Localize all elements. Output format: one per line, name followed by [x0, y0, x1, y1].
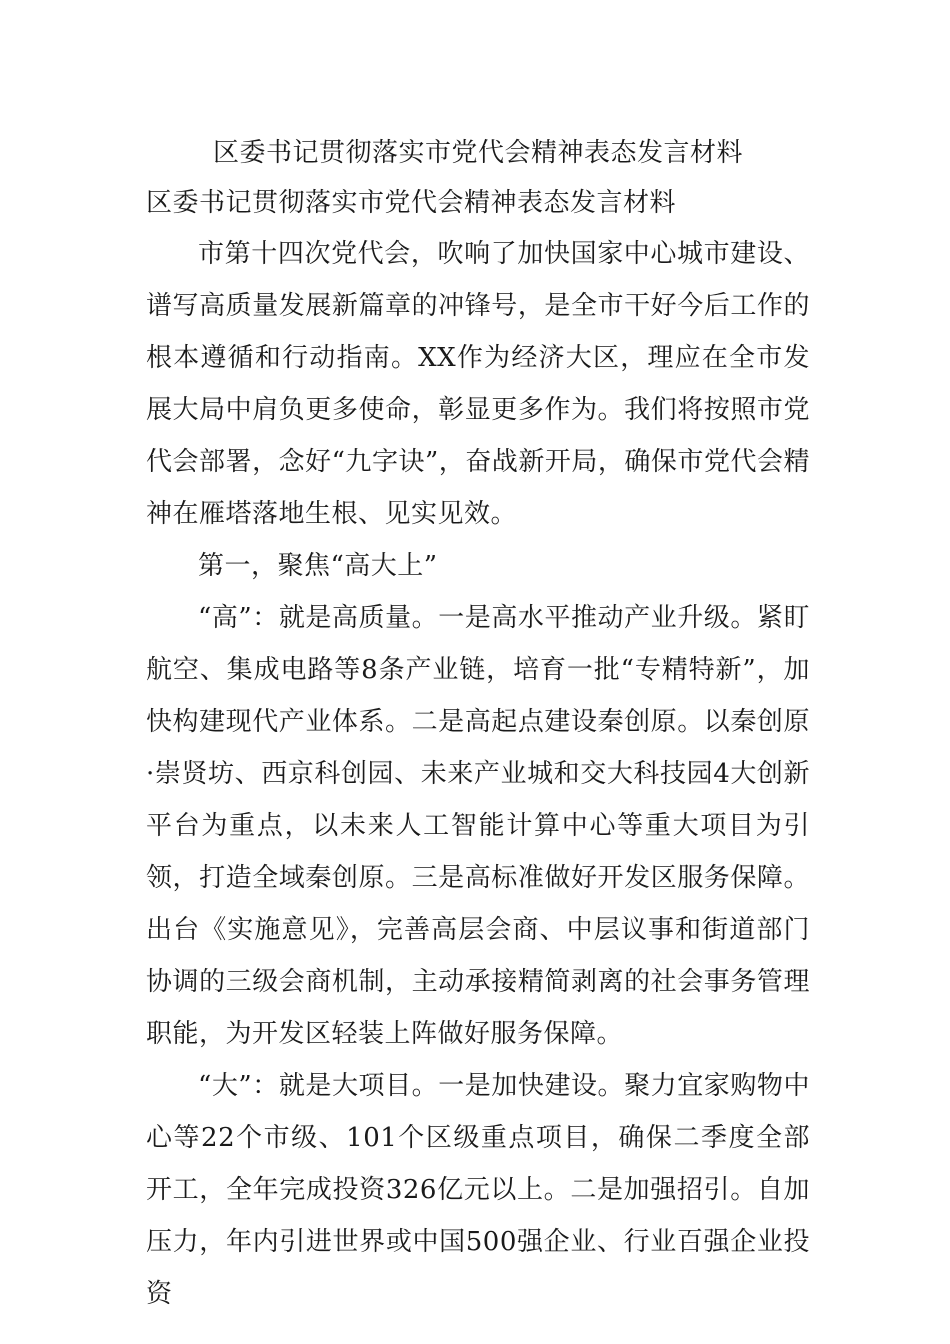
- paragraph-intro: 市第十四次党代会，吹响了加快国家中心城市建设、谱写高质量发展新篇章的冲锋号，是全市干好今后工作的根本遵循和行动指南。XX作为经济大区，理应在全市发展大局中肩负更多使命，彰显更多作为。我们将按照市党代会部署，念好“九字诀”，奋战新开局，确保市党代会精神在雁塔落地生根、见实见效。: [146, 239, 810, 529]
- section-heading: 第一，聚焦“高大上”: [198, 551, 438, 581]
- document-page: [146, 128, 810, 1320]
- document-subtitle: 区委书记贯彻落实市党代会精神表态发言材料: [146, 188, 677, 218]
- paragraph-gao: “高”：就是高质量。一是高水平推动产业升级。紧盯航空、集成电路等8条产业链，培育一批“专精特新”，加快构建现代产业体系。二是高起点建设秦创原。以秦创原·崇贤坊、西京科创园、未来产业城和交大科技园4大创新平台为重点，以未来人工智能计算中心等重大项目为引领，打造全域秦创原。三是高标准做好开发区服务保障。出台《实施意见》，完善高层会商、中层议事和街道部门协调的三级会商机制，主动承接精简剥离的社会事务管理职能，为开发区轻装上阵做好服务保障。: [146, 603, 810, 1049]
- paragraph-da: “大”：就是大项目。一是加快建设。聚力宜家购物中心等22个市级、101个区级重点项目，确保二季度全部开工，全年完成投资326亿元以上。二是加强招引。自加压力，年内引进世界或中国500强企业、行业百强企业投资: [146, 1071, 810, 1309]
- document-title: 区委书记贯彻落实市党代会精神表态发言材料: [212, 138, 743, 168]
